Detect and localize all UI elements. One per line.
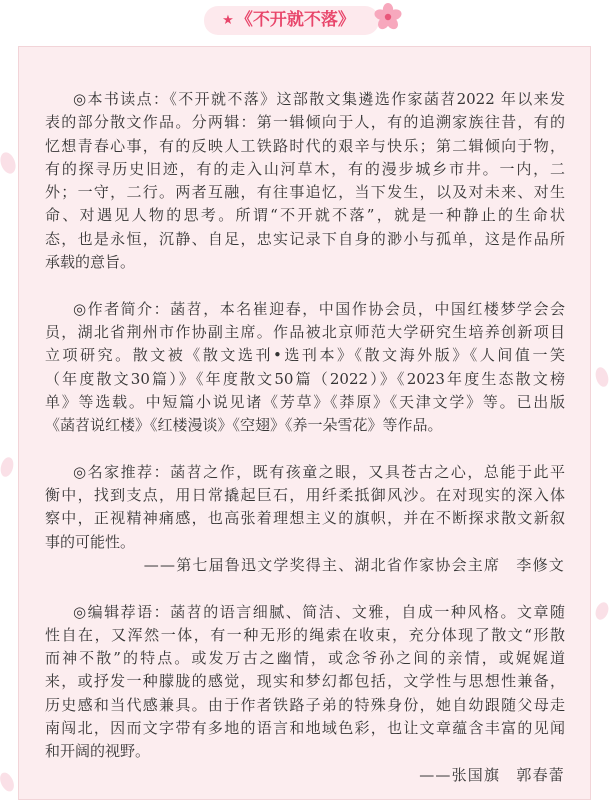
section-line bbox=[45, 88, 565, 111]
section-line: 员，湖北省荆州市作协副主席。作品被北京师范大学研究生培养创新项目 bbox=[45, 322, 565, 341]
section-line: 承载的意旨。 bbox=[45, 253, 136, 272]
section-label: ◎作者简介： bbox=[73, 299, 171, 318]
section-line: 命、对遇见人物的思考。所谓“不开就不落”，就是一种静止的生命状 bbox=[45, 206, 565, 225]
section-line: 立项研究。散文被《散文选刊•选刊本》《散文海外版》《人间值一笑 bbox=[45, 346, 565, 365]
attribution: ——张国旗 郭春蕾 bbox=[419, 765, 565, 784]
section-label: ◎本书读点： bbox=[73, 90, 170, 108]
section-book-highlights bbox=[45, 88, 565, 274]
section-line bbox=[45, 601, 565, 624]
page-title bbox=[204, 6, 379, 35]
petal-decoration bbox=[0, 455, 18, 479]
section-line bbox=[45, 461, 565, 484]
section-line: 单》等选载。中短篇小说见诸《芳草》《莽原》《天津文学》等。已出版 bbox=[45, 392, 565, 411]
section-line: 历史感和当代感兼具。由于作者铁路子弟的特殊身份，她自幼跟随父母走 bbox=[45, 695, 565, 714]
section-line: 南闯北，因而文字带有多地的语言和地域色彩，也让文章蕴含丰富的见闻 bbox=[45, 719, 565, 738]
section-line: 忆想青春心事，有的反映人工铁路时代的艰辛与快乐；第二辑倾向于物， bbox=[45, 136, 565, 155]
section-line: 性自在，又浑然一体，有一种无形的绳索在收束，充分体现了散文“形散 bbox=[45, 625, 565, 644]
section-author-bio bbox=[45, 298, 565, 438]
attribution: ——第七届鲁迅文学奖得主、湖北省作家协会主席 李修文 bbox=[143, 555, 565, 574]
petal-decoration bbox=[0, 150, 20, 176]
section-label: ◎名家推荐： bbox=[73, 462, 171, 481]
section-line: 表的部分散文作品。分两辑：第一辑倾向于人，有的追溯家族往昔，有的 bbox=[45, 113, 565, 132]
section-line: 有的探寻历史旧迹，有的走入山河草木，有的漫步城乡市井。一内，二 bbox=[45, 159, 565, 178]
section-line: 和开阔的视野。 bbox=[45, 742, 151, 761]
section-line bbox=[45, 298, 565, 321]
cherry-blossom-icon bbox=[373, 2, 403, 32]
section-text: 菡苕之作，既有孩童之眼，又具苍古之心，总能于此平 bbox=[170, 462, 565, 481]
book-title: 《不开就不落》 bbox=[235, 10, 355, 30]
section-editor-recommendation bbox=[45, 601, 565, 787]
title-bar bbox=[0, 6, 609, 40]
section-line: 《菡苕说红楼》《红楼漫谈》《空翅》《养一朵雪花》等作品。 bbox=[45, 416, 443, 435]
petal-decoration bbox=[0, 770, 18, 794]
star-icon: ★ bbox=[222, 13, 234, 28]
section-text: 菡苕，本名崔迎春，中国作协会员，中国红楼梦学会会 bbox=[170, 299, 565, 318]
section-line: 外；一守，二行。两者互融，有往事追忆，当下发生，以及对未来、对生 bbox=[45, 183, 565, 202]
section-expert-recommendation bbox=[45, 461, 565, 577]
section-line: 来，或抒发一种朦胧的感觉，现实和梦幻都包括，文学性与思想性兼备， bbox=[45, 672, 565, 691]
section-line: 衡中，找到支点，用日常撬起巨石，用纤柔抵御风沙。在对现实的深入体 bbox=[45, 486, 565, 505]
content-body bbox=[45, 88, 565, 787]
petal-decoration bbox=[591, 365, 609, 389]
section-line: （年度散文30篇）》《年度散文50篇（2022）》《2023年度生态散文榜 bbox=[45, 369, 565, 388]
section-line: 态，也是永恒，沉静、自足，忠实记录下自身的渺小与孤单，这是作品所 bbox=[45, 229, 565, 248]
section-line: 事的可能性。 bbox=[45, 532, 136, 551]
section-label: ◎编辑荐语： bbox=[73, 602, 171, 621]
section-text: 《不开就不落》这部散文集遴选作家菡苕2022 年以来发 bbox=[169, 90, 565, 108]
section-line: 察中，正视精神痛感，也高张着理想主义的旗帜，并在不断探求散文新叙 bbox=[45, 509, 565, 528]
section-text: 菡苕的语言细腻、简洁、文雅，自成一种风格。文章随 bbox=[170, 602, 565, 621]
petal-decoration bbox=[591, 600, 609, 622]
section-line: 而神不散”的特点。或发万古之幽情，或念爷孙之间的亲情，或娓娓道 bbox=[45, 649, 565, 668]
